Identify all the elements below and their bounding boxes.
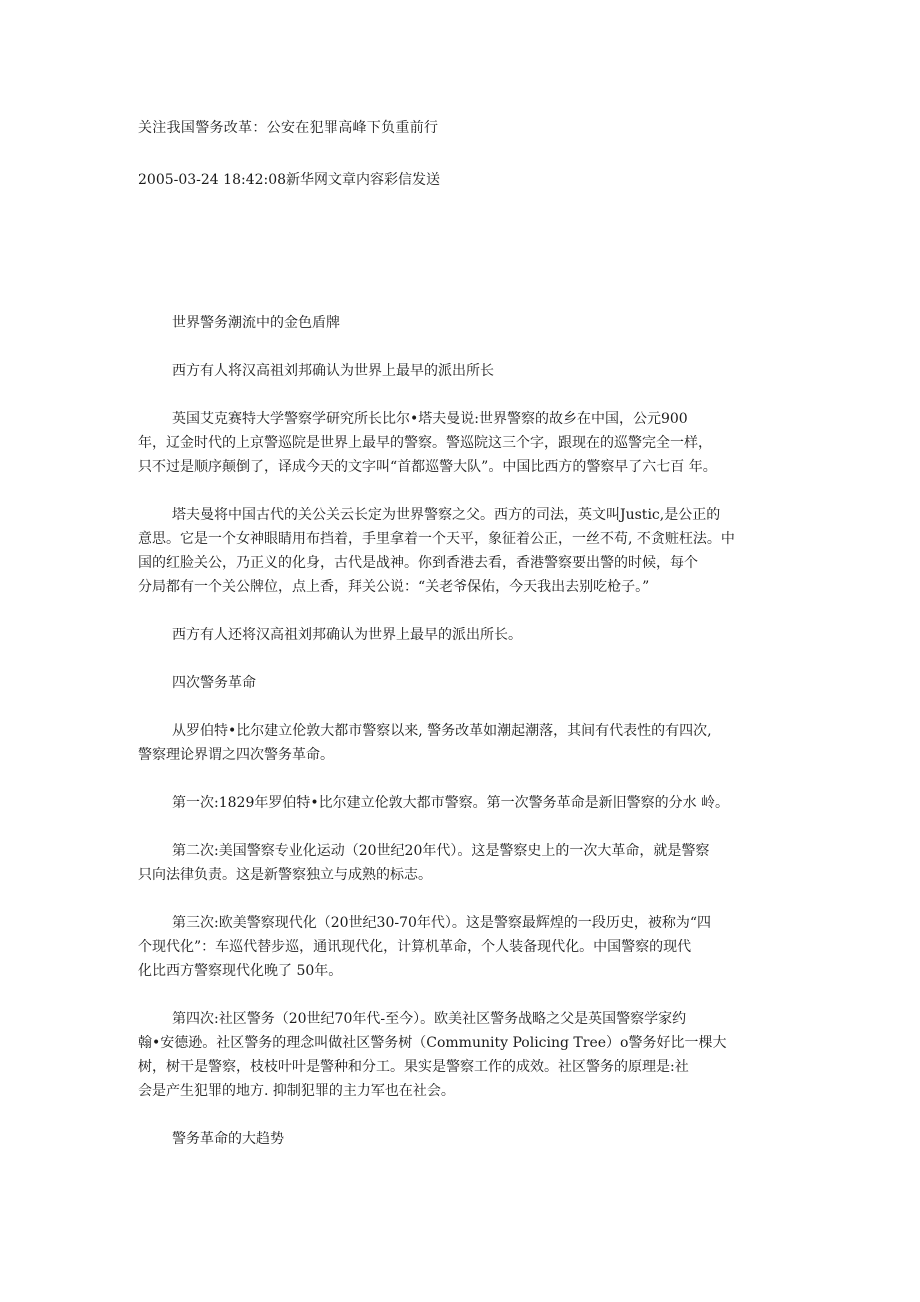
paragraph-line: 世界警务潮流中的金色盾牌 bbox=[172, 315, 340, 331]
paragraph-line: 树，树干是警察，枝枝叶叶是警种和分工。果实是警察工作的成效。社区警务的原理是:社 bbox=[138, 1059, 689, 1075]
paragraph-line: 英国艾克赛特大学警察学研究所长比尔•塔夫曼说:世界警察的故乡在中国，公元900 bbox=[172, 411, 688, 427]
paragraph-line: 第二次:美国警察专业化运动（20世纪20年代）。这是警察史上的一次大革命，就是警察 bbox=[172, 843, 710, 859]
paragraph bbox=[138, 311, 788, 335]
paragraph-line: 塔夫曼将中国古代的关公关云长定为世界警察之父。西方的司法，英文叫Justic,是公正的 bbox=[172, 507, 721, 523]
paragraph-line: 第四次:社区警务（20世纪70年代-至今）。欧美社区警务战略之父是英国警察学家约 bbox=[172, 1011, 687, 1027]
paragraph bbox=[138, 911, 788, 983]
paragraph bbox=[138, 623, 788, 647]
paragraph-line: 意思。它是一个女神眼睛用布挡着，手里拿着一个天平，象征着公正，一丝不苟, 不贪赃枉法。中 bbox=[138, 531, 735, 547]
article-meta: 2005-03-24 18:42:08新华网文章内容彩信发送 bbox=[138, 172, 441, 188]
paragraph-line: 警察理论界谓之四次警务革命。 bbox=[138, 747, 334, 763]
paragraph bbox=[138, 719, 788, 767]
paragraph-line: 四次警务革命 bbox=[172, 675, 256, 691]
paragraph bbox=[138, 791, 788, 815]
paragraph-line: 分局都有一个关公牌位，点上香，拜关公说：“关老爷保佑，今天我出去别吃枪子。” bbox=[138, 579, 650, 595]
paragraph-line: 只向法律负责。这是新警察独立与成熟的标志。 bbox=[138, 867, 432, 883]
paragraph bbox=[138, 407, 788, 479]
paragraph-line: 西方有人还将汉高祖刘邦确认为世界上最早的派出所长。 bbox=[172, 627, 522, 643]
paragraph bbox=[138, 1007, 788, 1103]
paragraph-line: 化比西方警察现代化晚了 50年。 bbox=[138, 963, 343, 979]
paragraph-line: 第一次:1829年罗伯特•比尔建立伦敦大都市警察。第一次警务革命是新旧警察的分水 岭。 bbox=[172, 795, 730, 811]
paragraph-line: 第三次:欧美警察现代化（20世纪30-70年代）。这是警察最辉煌的一段历史，被称为“四 bbox=[172, 915, 712, 931]
paragraph bbox=[138, 1127, 788, 1151]
paragraph-line: 年，辽金时代的上京警巡院是世界上最早的警察。警巡院这三个字，跟现在的巡警完全一样， bbox=[138, 435, 712, 451]
paragraph-line: 只不过是顺序颠倒了，译成今天的文字叫“首都巡警大队”。中国比西方的警察早了六七百 年。 bbox=[138, 459, 717, 475]
paragraph bbox=[138, 839, 788, 887]
paragraph-line: 从罗伯特•比尔建立伦敦大都市警察以来, 警务改革如潮起潮落，其间有代表性的有四次, bbox=[172, 723, 712, 739]
article-title: 关注我国警务改革：公安在犯罪高峰下负重前行 bbox=[138, 120, 439, 136]
paragraph-line: 警务革命的大趋势 bbox=[172, 1131, 284, 1147]
paragraph-line: 会是产生犯罪的地方. 抑制犯罪的主力军也在社会。 bbox=[138, 1083, 455, 1099]
paragraph-line: 翰•安德逊。社区警务的理念叫做社区警务树（Community Policing Tree）o警务好比一棵大 bbox=[138, 1035, 727, 1051]
paragraph bbox=[138, 671, 788, 695]
article-body bbox=[138, 311, 788, 1175]
paragraph bbox=[138, 503, 788, 599]
paragraph bbox=[138, 359, 788, 383]
paragraph-line: 国的红脸关公，乃正义的化身，古代是战神。你到香港去看，香港警察要出警的时候，每个 bbox=[138, 555, 698, 571]
paragraph-line: 西方有人将汉高祖刘邦确认为世界上最早的派出所长 bbox=[172, 363, 494, 379]
paragraph-line: 个现代化”：车巡代替步巡，通讯现代化，计算机革命，个人装备现代化。中国警察的现代 bbox=[138, 939, 692, 955]
